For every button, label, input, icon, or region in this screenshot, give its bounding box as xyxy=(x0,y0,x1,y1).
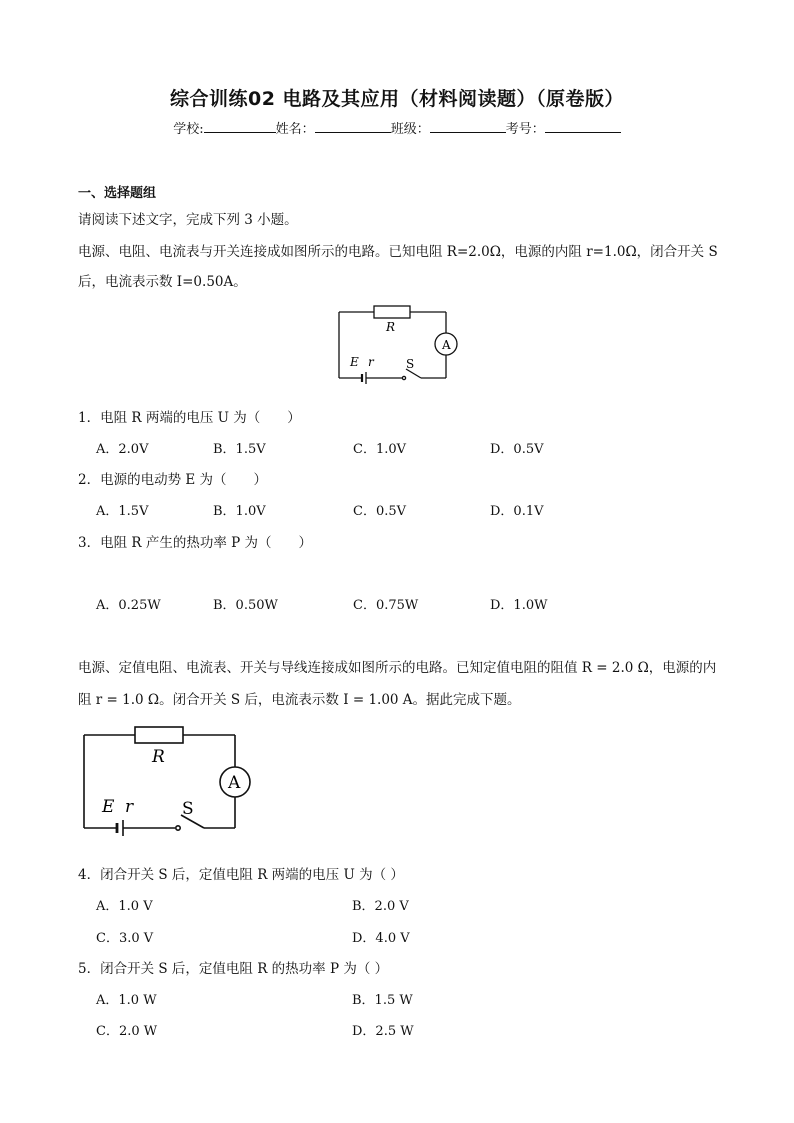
class-label: 班级： xyxy=(390,122,430,137)
material2-line1: 电源、定值电阻、电流表、开关与导线连接成如图所示的电路。已知定值电阻的阻值 R = 2.0 Ω，电源的内 xyxy=(78,660,717,676)
q5-option-d: D．2.5 W xyxy=(352,1024,414,1039)
internal-resistance-label: r xyxy=(125,797,134,817)
material1-line2: 后，电流表示数 I=0.50A。 xyxy=(78,274,247,290)
q3-option-c: C．0.75W xyxy=(353,598,419,613)
student-info-line xyxy=(0,118,794,137)
school-label: 学校: xyxy=(173,122,204,137)
emf-label: E xyxy=(102,797,115,817)
page-title: 综合训练02 电路及其应用（材料阅读题）（原卷版） xyxy=(169,88,625,110)
q3-option-d: D．1.0W xyxy=(490,598,548,613)
ammeter-label: A xyxy=(442,338,451,352)
question-5-stem: 5．闭合开关 S 后，定值电阻 R 的热功率 P 为（ ） xyxy=(78,961,389,977)
internal-resistance-label: r xyxy=(368,355,374,369)
q2-option-b: B．1.0V xyxy=(213,504,266,519)
question-3-stem: 3．电阻 R 产生的热功率 P 为（ ） xyxy=(78,535,313,551)
resistor-label: R xyxy=(386,320,396,334)
circuit-diagram-2 xyxy=(78,722,258,838)
school-blank xyxy=(204,120,276,133)
q1-option-b: B．1.5V xyxy=(213,442,266,457)
material1-intro: 请阅读下述文字，完成下列 3 小题。 xyxy=(78,212,298,228)
resistor-symbol xyxy=(374,306,410,318)
q1-option-d: D．0.5V xyxy=(490,442,544,457)
name-label: 姓名： xyxy=(275,122,315,137)
ammeter-label: A xyxy=(228,773,241,793)
q2-option-c: C．0.5V xyxy=(353,504,407,519)
q3-option-b: B．0.50W xyxy=(213,598,278,613)
q2-option-d: D．0.1V xyxy=(490,504,544,519)
emf-label: E xyxy=(350,355,359,369)
switch-label: S xyxy=(406,357,415,371)
class-blank xyxy=(430,120,506,133)
material1-line1: 电源、电阻、电流表与开关连接成如图所示的电路。已知电阻 R=2.0Ω，电源的内阻 r=1.0Ω，闭合开关 S xyxy=(78,244,718,260)
exam-no-blank xyxy=(545,120,621,133)
section-title: 一、选择题组 xyxy=(78,186,157,201)
switch-label: S xyxy=(182,799,194,819)
q3-option-a: A．0.25W xyxy=(96,598,161,613)
q5-option-a: A．1.0 W xyxy=(96,993,157,1008)
exam-no-label: 考号： xyxy=(505,122,545,137)
q4-option-d: D．4.0 V xyxy=(352,931,410,946)
q2-option-a: A．1.5V xyxy=(96,504,149,519)
resistor-label: R xyxy=(152,747,165,767)
q4-option-b: B．2.0 V xyxy=(352,899,409,914)
question-1-stem: 1．电阻 R 两端的电压 U 为（ ） xyxy=(78,410,301,426)
q1-option-c: C．1.0V xyxy=(353,442,407,457)
q5-option-b: B．1.5 W xyxy=(352,993,413,1008)
name-blank xyxy=(315,120,391,133)
material2-line2: 阻 r = 1.0 Ω。闭合开关 S 后，电流表示数 I = 1.00 A。据此完成下题。 xyxy=(78,692,521,708)
resistor-symbol xyxy=(135,727,183,743)
q4-option-a: A．1.0 V xyxy=(96,899,153,914)
question-2-stem: 2．电源的电动势 E 为（ ） xyxy=(78,472,268,488)
q1-option-a: A．2.0V xyxy=(96,442,149,457)
circuit-diagram-1 xyxy=(330,300,460,388)
question-4-stem: 4．闭合开关 S 后，定值电阻 R 两端的电压 U 为（ ） xyxy=(78,867,404,883)
q4-option-c: C．3.0 V xyxy=(96,931,154,946)
q5-option-c: C．2.0 W xyxy=(96,1024,158,1039)
